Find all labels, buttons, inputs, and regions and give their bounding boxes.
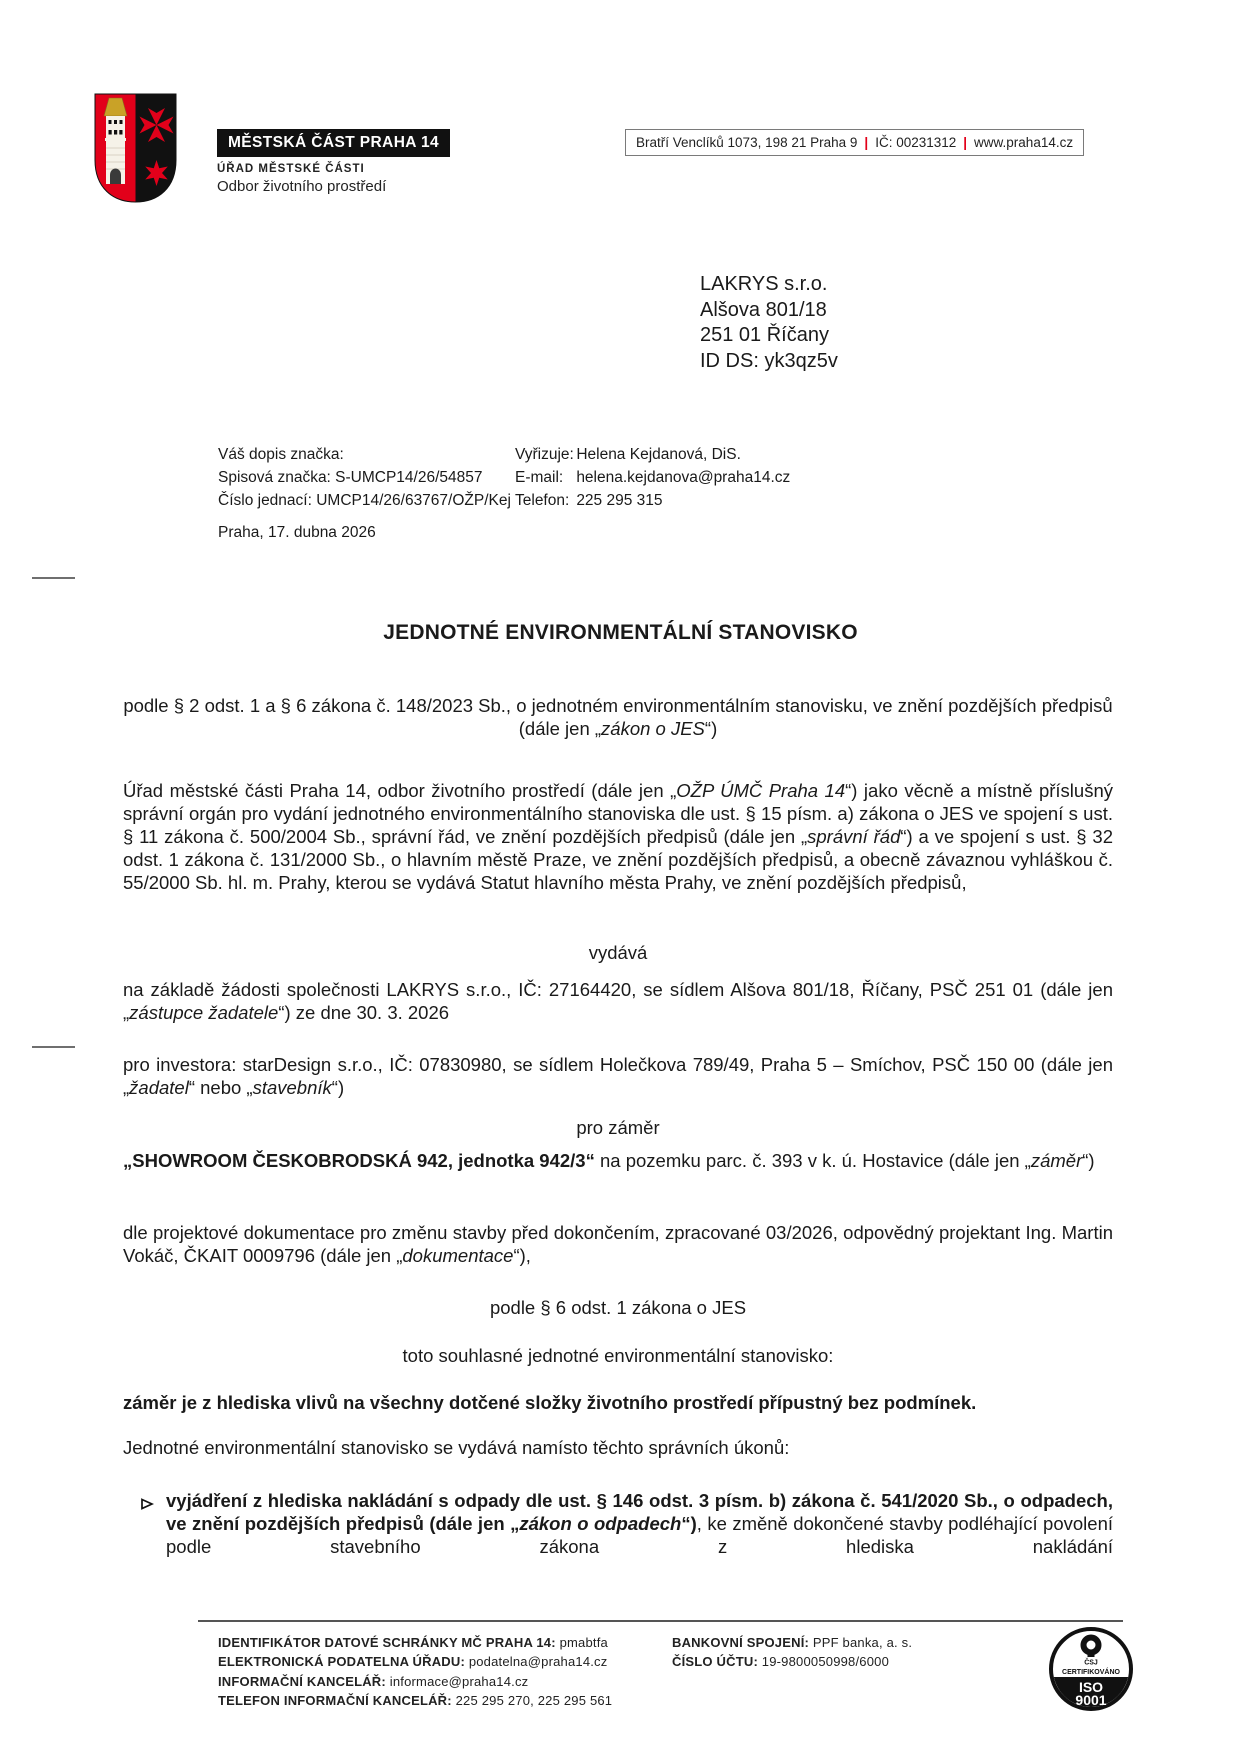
replaces-acts-line: Jednotné environmentální stanovisko se vydává namísto těchto správních úkonů: xyxy=(123,1437,790,1458)
email-label: E-mail: xyxy=(515,469,564,486)
defined-term: stavebník xyxy=(252,1077,332,1098)
csj-text: ČSJ xyxy=(1084,1659,1098,1667)
subtitle-text: “) xyxy=(704,718,718,739)
investor-paragraph xyxy=(123,1053,1113,1099)
footer-line xyxy=(672,1652,912,1671)
recipient-city: 251 01 Říčany xyxy=(700,324,829,346)
footer-line xyxy=(218,1652,612,1671)
paragraph-text: pro investora: starDesign s.r.o., IČ: 07830980, se sídlem Holečkova 789/49, Praha 5 – Smíchov, PSČ 150 00 (dále jen „ xyxy=(123,1054,1113,1098)
paragraph-text: “) jako věcně a místně příslušný správní orgán pro vydání jednotného environmentálního stanoviska dle ust. § 15 písm. a) zákona o JES ve spojení s ust. § 11 zákona č. 500/2004 Sb., správní řád, ve znění pozdějších předpisů (dále jen „ xyxy=(123,780,1113,847)
reference-right-column xyxy=(515,443,790,512)
footer-label: TELEFON INFORMAČNÍ KANCELÁŘ: xyxy=(218,1692,452,1708)
footer-value: 225 295 270, 225 295 561 xyxy=(451,1692,613,1708)
footer-line xyxy=(218,1691,612,1710)
paragraph-text: “) xyxy=(331,1077,345,1098)
recipient-street: Alšova 801/18 xyxy=(700,298,827,321)
web-text: www.praha14.cz xyxy=(974,135,1074,150)
handler-line xyxy=(515,443,790,466)
subtitle-text: podle § 2 odst. 1 a § 6 zákona č. 148/2023 Sb., o jednotném environmentálním stanovisku, ve znění pozdějších předpisů (dále jen „ xyxy=(123,695,1113,739)
defined-term: zákon o odpadech xyxy=(519,1513,682,1534)
for-project-line: pro záměr xyxy=(576,1117,660,1138)
paragraph-text: “) xyxy=(1082,1150,1095,1171)
recipient-databox: ID DS: yk3qz5v xyxy=(700,349,838,372)
defined-term: OŽP ÚMČ Praha 14 xyxy=(676,780,846,801)
footer-value: PPF banka, a. s. xyxy=(809,1635,913,1650)
ic-text: IČ: 00231312 xyxy=(875,135,957,150)
org-name-badge: MĚSTSKÁ ČÁST PRAHA 14 xyxy=(217,129,450,157)
certified-text: CERTIFIKOVÁNO xyxy=(1062,1669,1120,1676)
bullet-arrow-icon xyxy=(140,1489,166,1558)
footer-left-column xyxy=(218,1633,612,1710)
subtitle-paragraph xyxy=(123,694,1113,740)
fold-mark xyxy=(32,577,75,579)
handler-value: Helena Kejdanová, DiS. xyxy=(576,446,741,463)
bullet-bold-text: “) xyxy=(681,1513,697,1534)
doc-number-line: Číslo jednací: UMCP14/26/63767/OŽP/Kej xyxy=(218,492,511,509)
your-ref-line: Váš dopis značka: xyxy=(218,446,344,463)
paragraph-text: “ nebo „ xyxy=(188,1077,253,1098)
footer-line xyxy=(672,1633,912,1652)
footer-value: pmabtfa xyxy=(555,1635,608,1650)
footer-value: 19-9800050998/6000 xyxy=(757,1654,890,1670)
paragraph-text: na základě žádosti společnosti LAKRYS s.r.o., IČ: 27164420, se sídlem Alšova 801/18, Říčany, PSČ 251 01 (dále jen „ xyxy=(123,979,1113,1023)
footer-label: ČÍSLO ÚČTU: xyxy=(672,1654,758,1670)
paragraph-text: “), xyxy=(513,1245,531,1266)
header-address-bar xyxy=(625,129,1084,156)
defined-term: záměr xyxy=(1030,1150,1083,1171)
iso-number-text: 9001 xyxy=(1075,1692,1107,1708)
footer-separator xyxy=(198,1620,1123,1622)
footer-value: informace@praha14.cz xyxy=(385,1673,529,1689)
file-ref-line: Spisová značka: S-UMCP14/26/54857 xyxy=(218,469,483,486)
date-line: Praha, 17. dubna 2026 xyxy=(218,524,376,541)
email-line xyxy=(515,466,790,489)
praha14-coat-of-arms-icon xyxy=(93,92,178,204)
footer-label: ELEKTRONICKÁ PODATELNA ÚŘADU: xyxy=(218,1654,466,1670)
iso-9001-badge xyxy=(1048,1626,1134,1712)
defined-term: zákon o JES xyxy=(601,718,705,739)
address-text: Bratří Venclíků 1073, 198 21 Praha 9 xyxy=(636,135,858,150)
defined-term: dokumentace xyxy=(402,1245,514,1266)
documentation-paragraph xyxy=(123,1221,1113,1267)
org-office-line: ÚŘAD MĚSTSKÉ ČÁSTI xyxy=(217,163,365,175)
per-section6-line: podle § 6 odst. 1 zákona o JES xyxy=(489,1297,747,1318)
iso-text: ISO xyxy=(1078,1679,1104,1695)
bullet-text xyxy=(166,1489,1113,1558)
reference-left-column xyxy=(218,443,511,512)
separator: | xyxy=(963,135,968,150)
footer-right-column xyxy=(672,1633,912,1672)
paragraph-text: dle projektové dokumentace pro změnu stavby před dokončením, zpracované 03/2026, odpovědný projektant Ing. Martin Vokáč, ČKAIT 0009796 (dále jen „ xyxy=(123,1222,1113,1266)
footer-line xyxy=(218,1633,612,1652)
separator: | xyxy=(864,135,869,150)
defined-term: žadatel xyxy=(129,1077,189,1098)
recipient-name: LAKRYS s.r.o. xyxy=(700,273,828,295)
defined-term: zástupce žadatele xyxy=(129,1002,279,1023)
paragraph-text: “) a ve spojení s ust. § 32 odst. 1 zákona č. 131/2000 Sb., o hlavním městě Praze, ve znění pozdějších předpisů, a obecně závaznou vyhláškou č. 55/2000 Sb. hl. m. Prahy, kterou se vydává Statut hlavního města Prahy, ve znění pozdějších předpisů, xyxy=(123,826,1114,893)
phone-line xyxy=(515,489,790,512)
document-title: JEDNOTNÉ ENVIRONMENTÁLNÍ STANOVISKO xyxy=(383,621,858,644)
bullet-regular-text: , ke změně dokončené stavby podléhající povolení podle stavebního zákona z hlediska nakládání xyxy=(166,1513,1114,1557)
paragraph-text: “) ze dne 30. 3. 2026 xyxy=(278,1002,450,1023)
footer-label: INFORMAČNÍ KANCELÁŘ: xyxy=(218,1673,386,1689)
project-name: „SHOWROOM ČESKOBRODSKÁ 942, jednotka 942/3“ xyxy=(123,1150,595,1171)
statement-intro-line: toto souhlasné jednotné environmentální stanovisko: xyxy=(402,1345,834,1366)
bullet-bold-text: vyjádření z hlediska nakládání s odpady dle ust. § 146 odst. 3 písm. b) zákona č. 541/2020 Sb., o odpadech, ve znění pozdějších předpisů (dále jen „ xyxy=(166,1490,1113,1534)
defined-term: správní řád xyxy=(807,826,901,847)
paragraph-text: Úřad městské části Praha 14, odbor životního prostředí (dále jen „ xyxy=(123,780,677,801)
email-value: helena.kejdanova@praha14.cz xyxy=(576,469,791,486)
applicant-paragraph xyxy=(123,978,1113,1024)
handler-label: Vyřizuje: xyxy=(515,446,574,463)
footer-value: podatelna@praha14.cz xyxy=(465,1654,608,1670)
org-department-line: Odbor životního prostředí xyxy=(217,178,387,195)
phone-label: Telefon: xyxy=(515,492,570,509)
authority-paragraph xyxy=(123,779,1113,894)
phone-value: 225 295 315 xyxy=(576,492,663,509)
fold-mark xyxy=(32,1046,75,1048)
paragraph-text: na pozemku parc. č. 393 v k. ú. Hostavice (dále jen „ xyxy=(594,1150,1031,1171)
recipient-block xyxy=(700,272,838,374)
footer-line xyxy=(218,1672,612,1691)
verdict-line: záměr je z hlediska vlivů na všechny dotčené složky životního prostředí přípustný bez podmínek. xyxy=(123,1392,977,1413)
project-name-paragraph xyxy=(123,1149,1113,1172)
issues-word: vydává xyxy=(588,942,648,963)
footer-label: BANKOVNÍ SPOJENÍ: xyxy=(672,1635,810,1650)
footer-label: IDENTIFIKÁTOR DATOVÉ SCHRÁNKY MČ PRAHA 14: xyxy=(218,1635,556,1650)
bullet-item xyxy=(140,1489,1113,1558)
